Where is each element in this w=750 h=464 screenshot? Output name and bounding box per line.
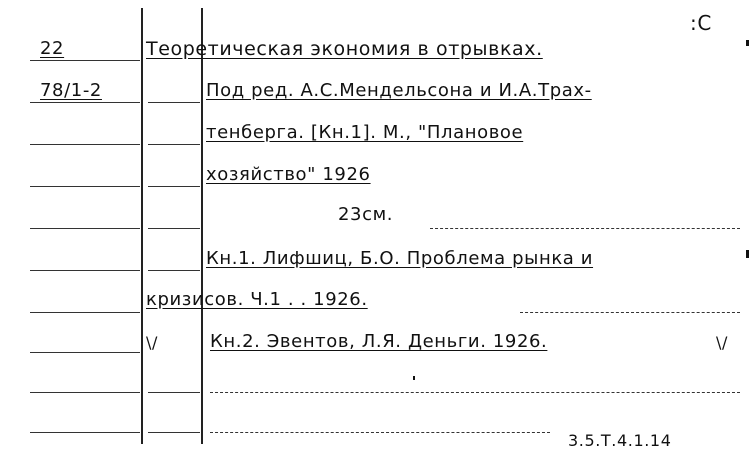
ruled-line (30, 352, 140, 353)
volume-1-line: Кн.1. Лифшиц, Б.О. Проблема рынка и (206, 248, 594, 269)
size-note: 23см. (338, 204, 394, 225)
vertical-rule (201, 8, 203, 444)
ruled-line (430, 228, 740, 229)
ruled-line (30, 312, 140, 313)
ruled-line (148, 102, 200, 103)
ruled-line (30, 144, 140, 145)
volume-2-check: \/ (716, 333, 728, 352)
corner-mark: :С (690, 11, 712, 35)
ruled-line (148, 144, 200, 145)
ruled-line (30, 228, 140, 229)
volume-2-mark: \/ (146, 333, 158, 352)
title-line: Теоретическая экономия в отрывках. (146, 38, 543, 60)
ruled-line (30, 432, 140, 433)
ruled-line (30, 102, 140, 103)
editors-line: Под ред. А.С.Мендельсона и И.А.Трах- (206, 80, 592, 101)
scan-speck (746, 250, 749, 258)
ruled-line (520, 312, 740, 313)
ruled-line (30, 392, 140, 393)
ruled-line (30, 186, 140, 187)
ruled-line (30, 60, 140, 61)
publisher-line: тенберга. [Кн.1]. М., "Плановое (206, 122, 524, 143)
ruled-line (148, 392, 200, 393)
ruled-line (148, 432, 200, 433)
call-number-top: 22 (40, 38, 65, 59)
footer-code: 3.5.Т.4.1.14 (568, 431, 672, 450)
ruled-line (210, 392, 740, 393)
ruled-line (148, 270, 200, 271)
volume-2-line: Кн.2. Эвентов, Л.Я. Деньги. 1926. (210, 331, 548, 352)
ruled-line (30, 270, 140, 271)
ruled-line (148, 186, 200, 187)
volume-1-line-2: кризисов. Ч.1 . . 1926. (146, 289, 368, 310)
ruled-line (210, 432, 550, 433)
publisher-line-2: хозяйство" 1926 (206, 164, 371, 185)
scan-speck (746, 40, 749, 46)
call-number-bottom: 78/1-2 (40, 80, 102, 101)
scan-speck (413, 376, 415, 380)
vertical-rule (141, 8, 143, 444)
ruled-line (148, 228, 200, 229)
